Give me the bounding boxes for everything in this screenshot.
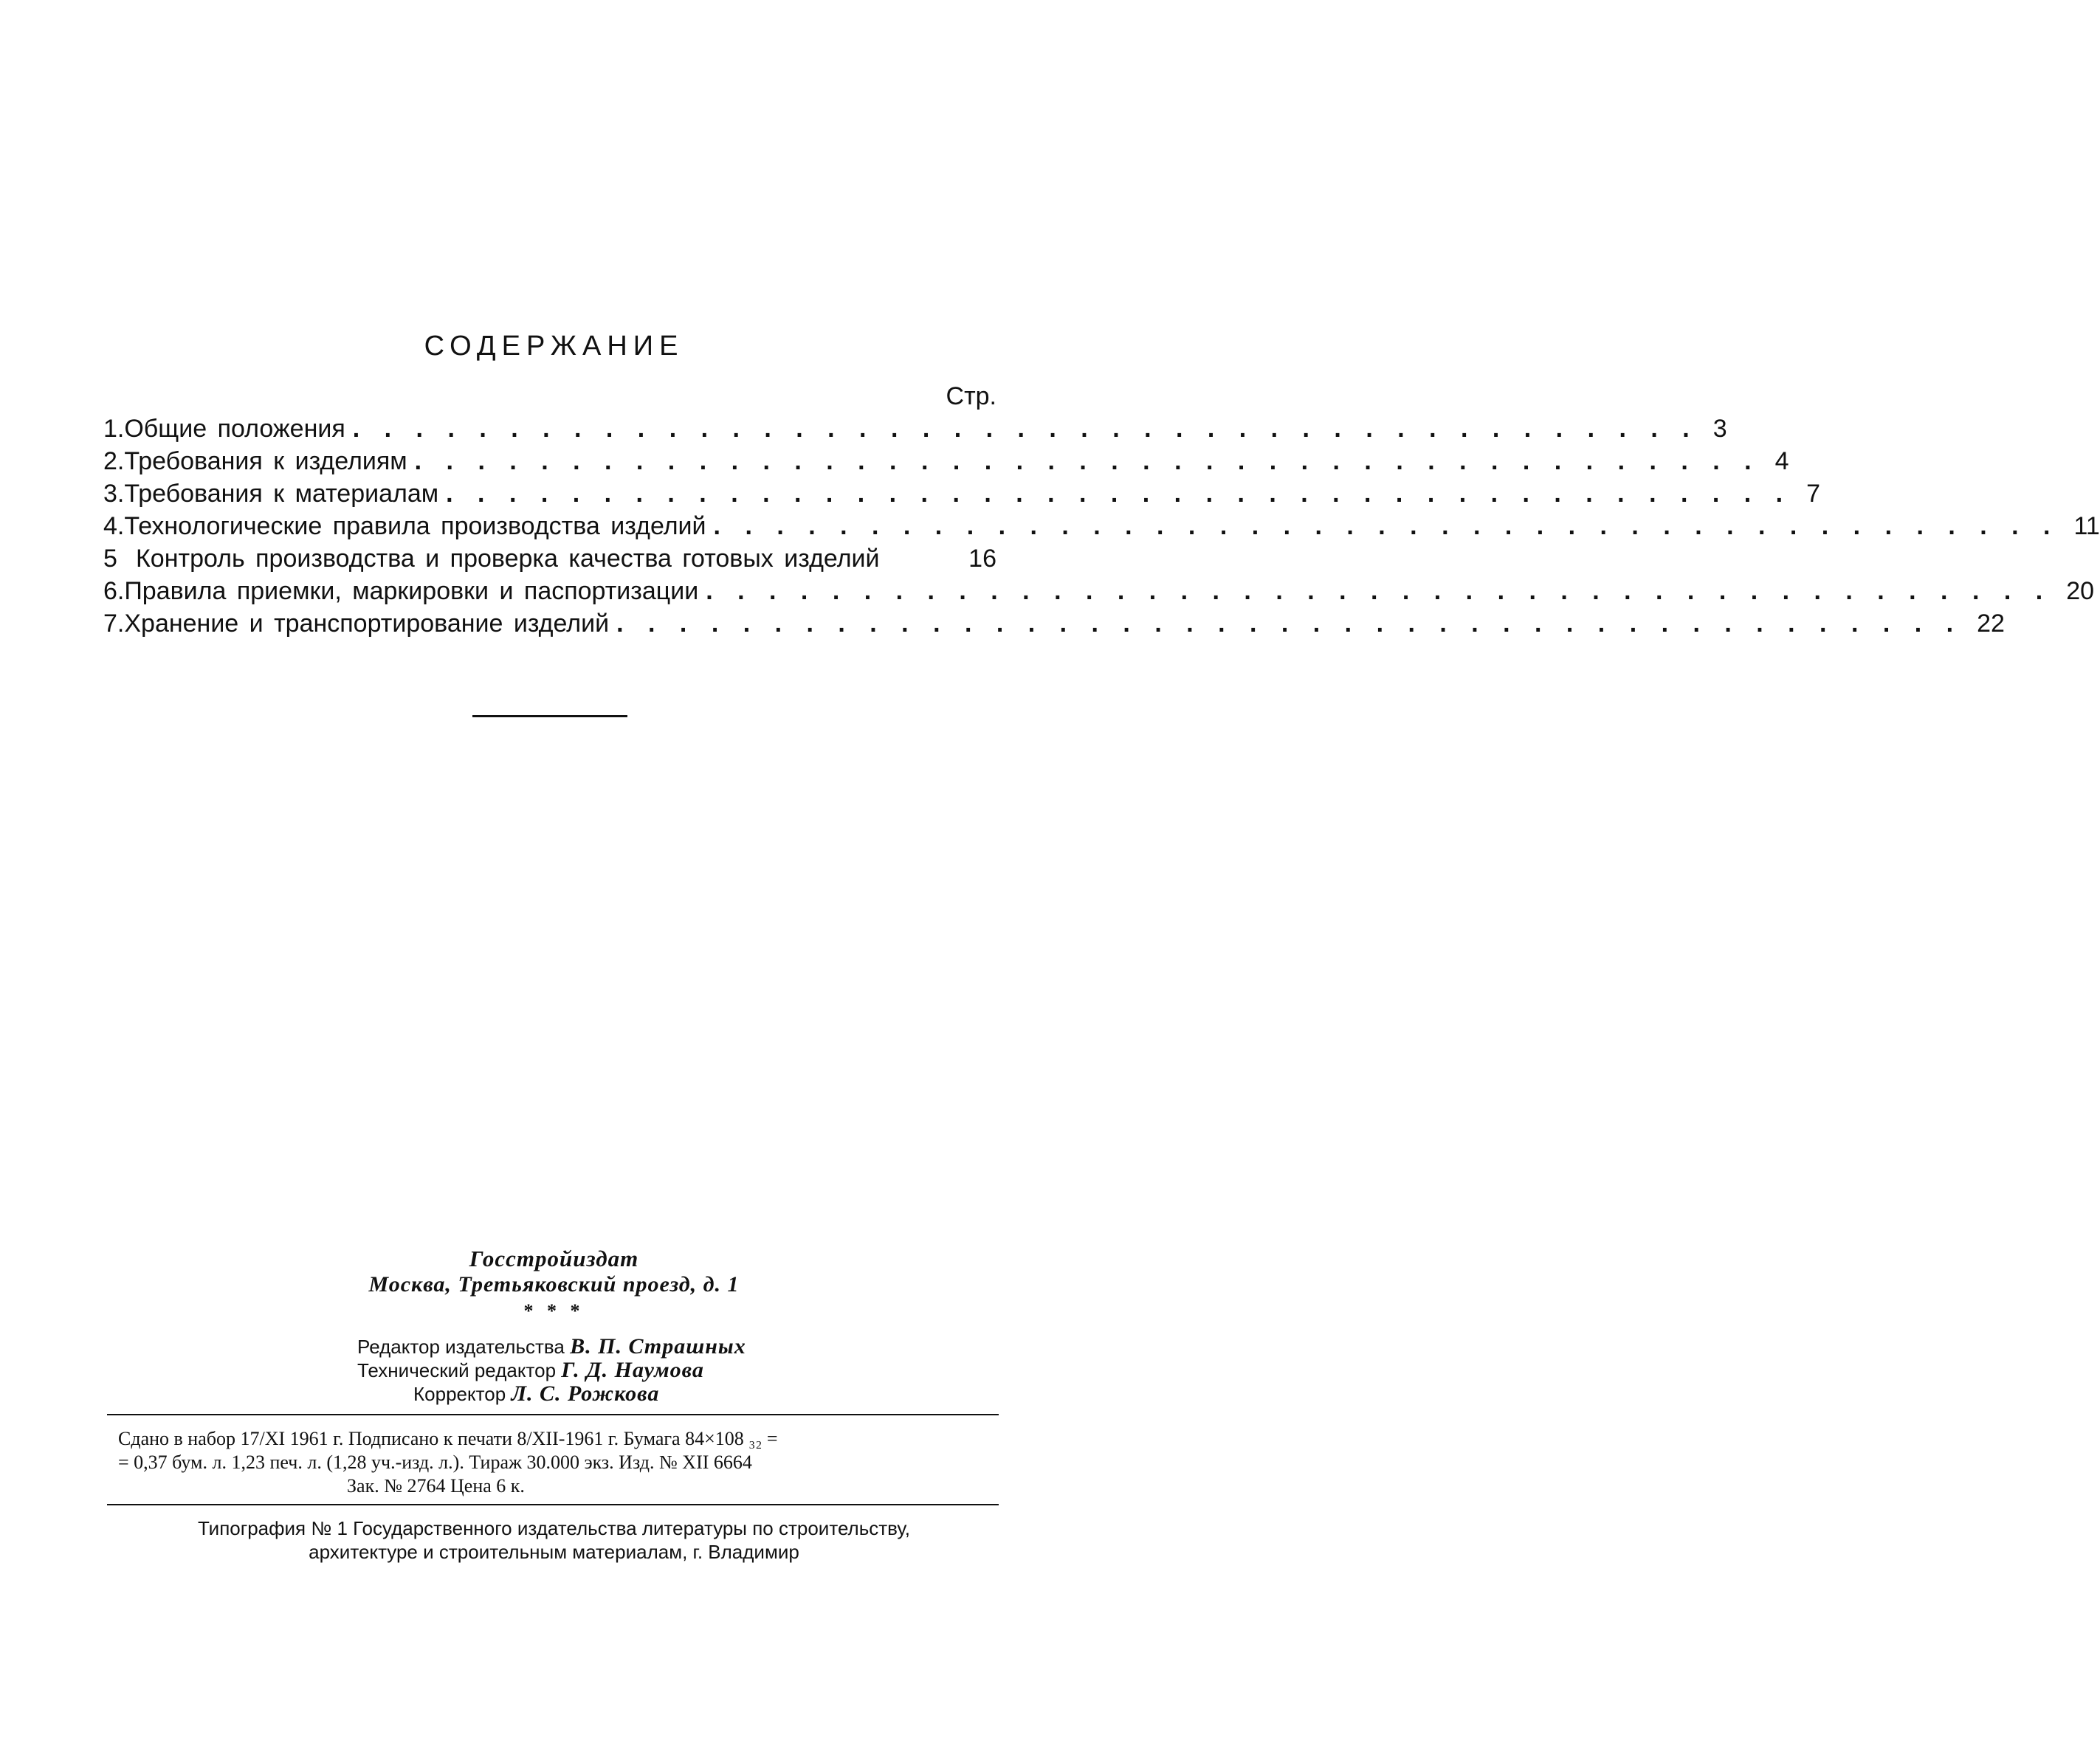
toc-item-title: Правила приемки, маркировки и паспортизации — [124, 577, 699, 605]
credit-row — [357, 1381, 746, 1405]
credit-role: Редактор издательства — [357, 1336, 565, 1358]
credit-name: В. П. Страшных — [570, 1334, 746, 1359]
toc-item-page: 7 — [1806, 480, 1821, 508]
toc-leader-dots: . . . . . . . . . . . . . . . . . . . . . . . . . . . . . . . . . . . . . . . . . . . — [446, 480, 1792, 508]
toc-item-title: Контроль производства и проверка качества готовых изделий — [136, 545, 880, 573]
print-data-block — [118, 1428, 989, 1499]
toc-title: СОДЕРЖАНИЕ — [424, 331, 684, 362]
printing-house-line: архитектуре и строительным материалам, г. Владимир — [309, 1541, 799, 1563]
toc-item-page: 22 — [1977, 610, 2005, 638]
toc-leader-dots: . . . . . . . . . . . . . . . . . . . . . . . . . . . . . . . . . . . . . . . . . . . — [706, 577, 2052, 605]
horizontal-rule — [107, 1414, 999, 1415]
toc-item-page: 4 — [1774, 447, 1789, 475]
toc-leader-dots: . . . . . . . . . . . . . . . . . . . . . . . . . . . . . . . . . . . . . . . . . . . — [414, 447, 1760, 475]
toc-item — [103, 480, 1821, 512]
toc-item-number: 6. — [103, 577, 125, 605]
toc-item — [103, 512, 2100, 545]
credit-row — [357, 1334, 746, 1358]
toc-item — [103, 415, 1727, 447]
publisher-name: Госстройиздат — [469, 1246, 639, 1271]
toc-item-page: 3 — [1712, 415, 1727, 443]
toc-item-number: 2. — [103, 447, 125, 475]
toc-item-title: Хранение и транспортирование изделий — [124, 610, 610, 638]
toc-item-page: 20 — [2066, 577, 2095, 605]
toc-item-number: 5 — [103, 545, 117, 573]
toc-item — [103, 545, 996, 577]
printing-house-block — [0, 1517, 1108, 1564]
section-divider — [472, 715, 627, 717]
toc-item-number: 3. — [103, 480, 125, 508]
toc-item-title: Технологические правила производства изделий — [124, 512, 706, 540]
printing-house-line: Типография № 1 Государственного издательства литературы по строительству, — [197, 1517, 911, 1539]
toc-item-title: Общие положения — [124, 415, 345, 443]
toc-item — [103, 577, 2095, 610]
credits-block — [357, 1334, 746, 1405]
horizontal-rule — [107, 1504, 999, 1505]
toc-item-number: 1. — [103, 415, 125, 443]
print-data-line: Зак. № 2764 Цена 6 к. — [347, 1475, 525, 1497]
credit-row — [357, 1358, 746, 1381]
toc-list — [103, 415, 2100, 642]
asterism-separator: * * * — [523, 1300, 585, 1322]
print-data-line: = 0,37 бум. л. 1,23 печ. л. (1,28 уч.-изд. л.). Тираж 30.000 экз. Изд. № XII 6664 — [118, 1452, 752, 1473]
publisher-address: Москва, Третьяковский проезд, д. 1 — [368, 1272, 740, 1297]
toc-item — [103, 447, 1789, 480]
page-column-header: Стр. — [946, 382, 996, 410]
toc-leader-dots: . . . . . . . . . . . . . . . . . . . . . . . . . . . . . . . . . . . . . . . . . . . — [352, 415, 1698, 443]
credit-name: Л. С. Рожкова — [511, 1381, 660, 1406]
toc-leader-dots: . . . . . . . . . . . . . . . . . . . . . . . . . . . . . . . . . . . . . . . . . . . — [616, 610, 1963, 638]
toc-item-title: Требования к изделиям — [124, 447, 407, 475]
toc-item-number: 4. — [103, 512, 125, 540]
credit-role: Корректор — [413, 1383, 506, 1405]
print-data-line: Сдано в набор 17/XI 1961 г. Подписано к печати 8/XII-1961 г. Бумага 84×108 ₃₂ = — [118, 1428, 778, 1449]
credit-name: Г. Д. Наумова — [561, 1358, 704, 1382]
toc-item-title: Требования к материалам — [124, 480, 439, 508]
toc-leader-dots: . . . . . . . . . . . . . . . . . . . . . . . . . . . . . . . . . . . . . . . . . . . — [713, 512, 2059, 540]
credit-role: Технический редактор — [357, 1359, 557, 1381]
toc-item — [103, 610, 2005, 642]
toc-item-page: 16 — [968, 545, 996, 573]
toc-item-page: 11 — [2073, 512, 2100, 540]
toc-item-number: 7. — [103, 610, 125, 638]
